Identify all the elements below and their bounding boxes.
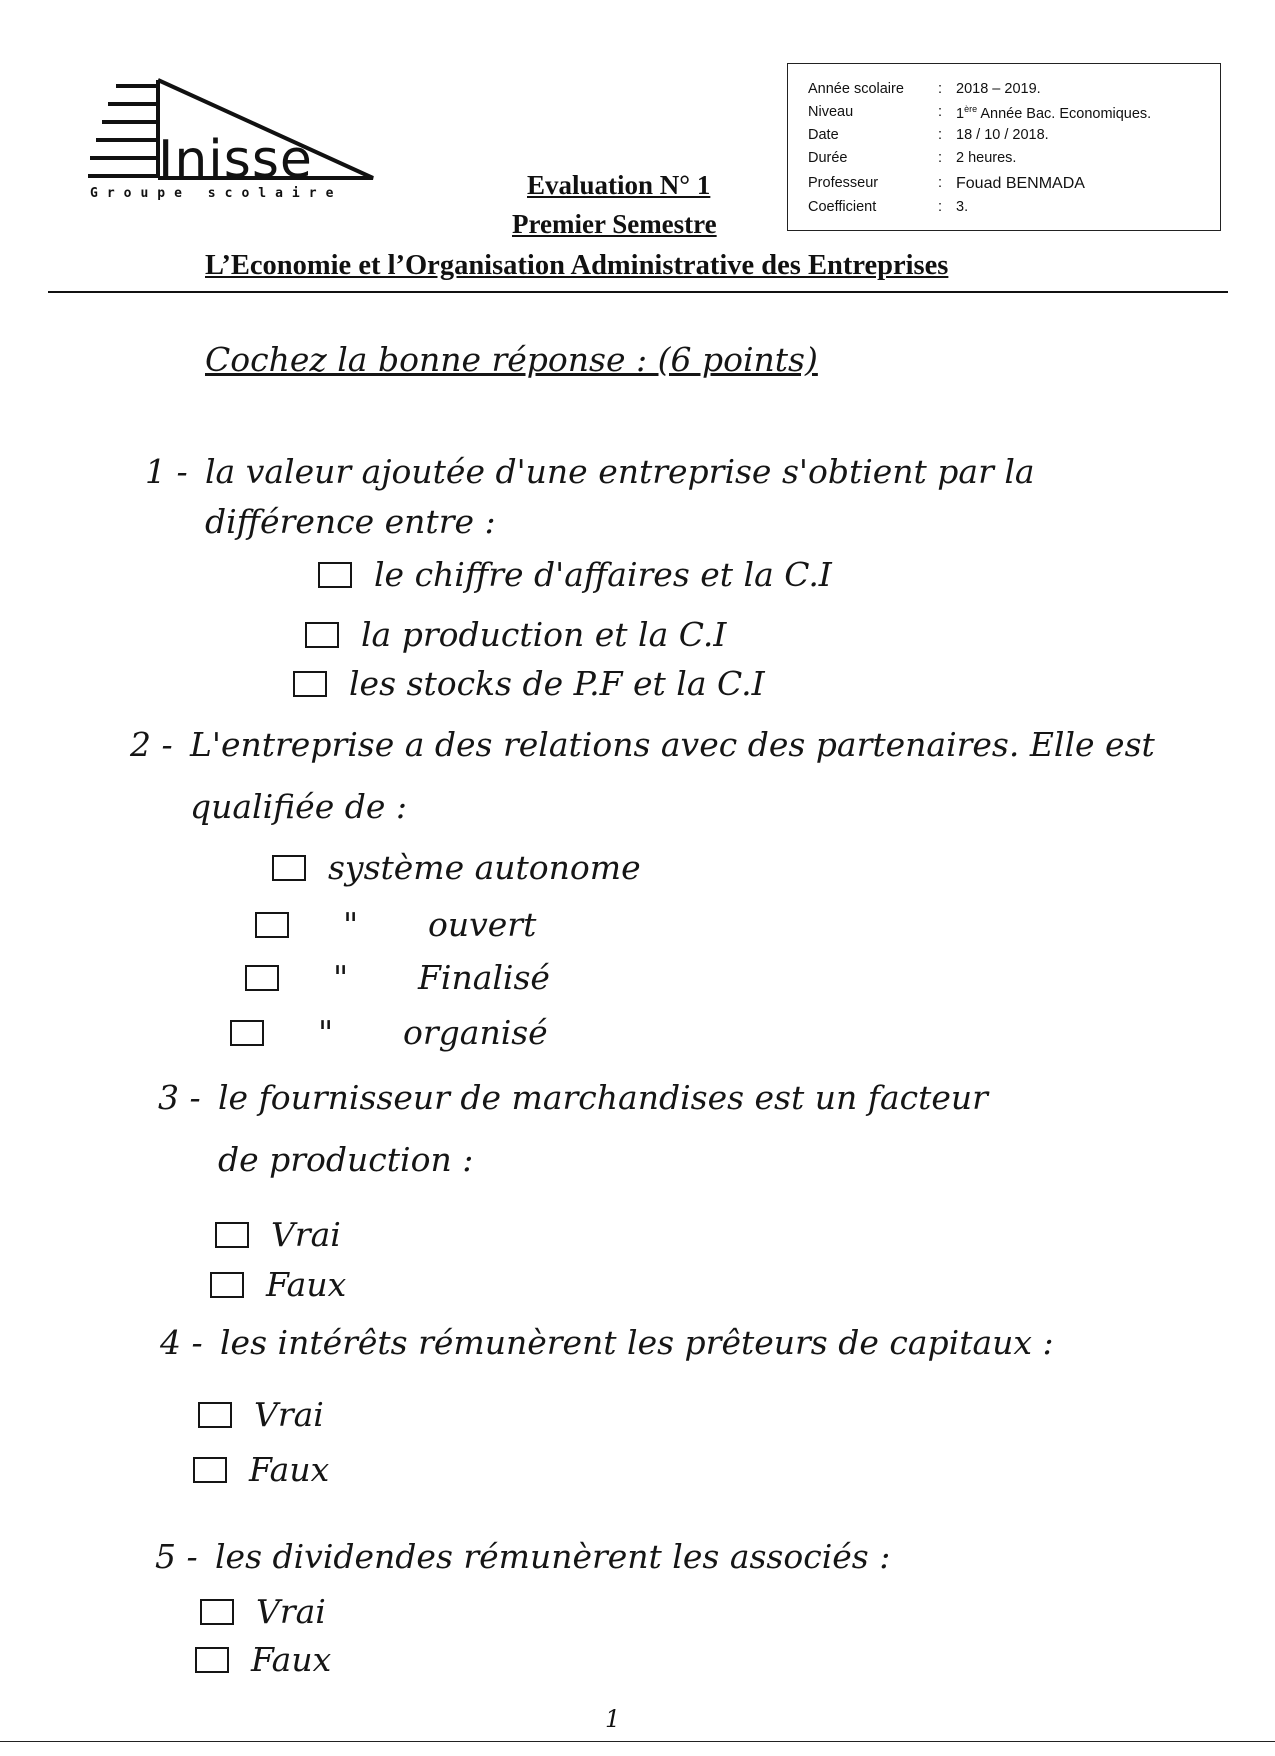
exam-info-box xyxy=(787,63,1221,231)
question-text: L'entreprise a des relations avec des partenaires. Elle est xyxy=(190,725,1155,764)
question-number: 1 - xyxy=(145,452,188,491)
answer-option xyxy=(195,1640,331,1680)
school-logo xyxy=(88,78,378,201)
answer-checkbox[interactable] xyxy=(272,855,306,881)
info-value: 2 heures. xyxy=(956,150,1017,166)
answer-option xyxy=(198,1395,324,1435)
answer-checkbox[interactable] xyxy=(255,912,289,938)
answer-option xyxy=(193,1450,329,1490)
option-label: organisé xyxy=(403,1013,548,1052)
question-text: les dividendes rémunèrent les associés : xyxy=(215,1537,891,1576)
answer-option xyxy=(245,958,550,998)
header-divider xyxy=(48,291,1228,293)
option-label: le chiffre d'affaires et la C.I xyxy=(374,555,832,594)
answer-checkbox[interactable] xyxy=(200,1599,234,1625)
answer-checkbox[interactable] xyxy=(230,1020,264,1046)
info-value-text: Année Bac. Economiques. xyxy=(980,105,1152,122)
question-1-line-2: différence entre : xyxy=(205,502,496,541)
ditto-mark: " xyxy=(318,1013,334,1052)
answer-checkbox[interactable] xyxy=(210,1272,244,1298)
info-value-superscript: ère xyxy=(964,104,978,114)
answer-checkbox[interactable] xyxy=(198,1402,232,1428)
question-text: le fournisseur de marchandises est un facteur xyxy=(218,1078,988,1117)
option-label: Vrai xyxy=(254,1395,324,1434)
option-label: Faux xyxy=(266,1265,347,1304)
question-number: 2 - xyxy=(130,725,173,764)
instruction: Cochez la bonne réponse : (6 points) xyxy=(205,340,818,379)
ditto-mark: " xyxy=(333,958,349,997)
answer-checkbox[interactable] xyxy=(293,671,327,697)
option-label: Vrai xyxy=(256,1592,326,1631)
info-separator: : xyxy=(938,150,943,166)
question-3-line-1 xyxy=(158,1078,988,1118)
answer-option xyxy=(200,1592,326,1632)
info-label: Durée xyxy=(808,150,848,166)
answer-option xyxy=(293,664,765,704)
logo-subtitle: Groupe scolaire xyxy=(90,186,343,201)
semester-title: Premier Semestre xyxy=(512,209,717,239)
info-row-coefficient xyxy=(808,199,1218,220)
info-separator: : xyxy=(938,81,943,97)
info-row-date xyxy=(808,127,1218,148)
logo-wordmark: Inisse xyxy=(158,130,313,190)
answer-checkbox[interactable] xyxy=(318,562,352,588)
option-label: Faux xyxy=(251,1640,332,1679)
option-label: Vrai xyxy=(271,1215,341,1254)
answer-option xyxy=(255,905,536,945)
info-label: Coefficient xyxy=(808,199,877,215)
answer-option xyxy=(210,1265,346,1305)
info-row-professeur xyxy=(808,175,1218,196)
info-value: 2018 – 2019. xyxy=(956,81,1041,97)
option-label: la production et la C.I xyxy=(361,615,727,654)
info-label: Niveau xyxy=(808,104,854,120)
option-label: Faux xyxy=(249,1450,330,1489)
question-3-line-2: de production : xyxy=(218,1140,474,1179)
question-number: 5 - xyxy=(155,1537,198,1576)
info-label: Professeur xyxy=(808,175,879,191)
info-value xyxy=(956,104,1151,122)
info-value-prefix: 1 xyxy=(956,105,965,122)
option-label: système autonome xyxy=(328,848,641,887)
info-row-niveau xyxy=(808,104,1218,125)
question-text: la valeur ajoutée d'une entreprise s'obtient par la xyxy=(205,452,1035,491)
answer-option xyxy=(318,555,832,595)
option-label: les stocks de P.F et la C.I xyxy=(349,664,765,703)
question-text: les intérêts rémunèrent les prêteurs de capitaux : xyxy=(220,1323,1054,1362)
info-separator: : xyxy=(938,127,943,143)
info-value: Fouad BENMADA xyxy=(956,175,1085,192)
answer-option xyxy=(215,1215,341,1255)
info-row-annee xyxy=(808,81,1218,102)
answer-checkbox[interactable] xyxy=(245,965,279,991)
answer-checkbox[interactable] xyxy=(195,1647,229,1673)
question-1-line-1 xyxy=(145,452,1035,492)
info-label: Année scolaire xyxy=(808,81,904,97)
question-number: 4 - xyxy=(160,1323,203,1362)
question-number: 3 - xyxy=(158,1078,201,1117)
answer-checkbox[interactable] xyxy=(193,1457,227,1483)
subject-title: L’Economie et l’Organisation Administrative des Entreprises xyxy=(205,250,949,281)
option-label: Finalisé xyxy=(418,958,550,997)
info-label: Date xyxy=(808,127,839,143)
ditto-mark: " xyxy=(343,905,359,944)
info-separator: : xyxy=(938,175,943,191)
option-label: ouvert xyxy=(428,905,537,944)
info-value: 18 / 10 / 2018. xyxy=(956,127,1049,143)
footer-divider xyxy=(0,1741,1275,1742)
answer-checkbox[interactable] xyxy=(215,1222,249,1248)
answer-option xyxy=(272,848,641,888)
page-number: 1 xyxy=(605,1705,621,1733)
answer-option xyxy=(305,615,726,655)
info-value: 3. xyxy=(956,199,969,215)
info-separator: : xyxy=(938,199,943,215)
question-2-line-2: qualifiée de : xyxy=(190,787,407,826)
answer-checkbox[interactable] xyxy=(305,622,339,648)
evaluation-title: Evaluation N° 1 xyxy=(527,170,711,200)
question-5-line-1 xyxy=(155,1537,890,1577)
question-4-line-1 xyxy=(160,1323,1054,1363)
answer-option xyxy=(230,1013,548,1053)
info-row-duree xyxy=(808,150,1218,171)
info-separator: : xyxy=(938,104,943,120)
question-2-line-1 xyxy=(130,725,1155,765)
